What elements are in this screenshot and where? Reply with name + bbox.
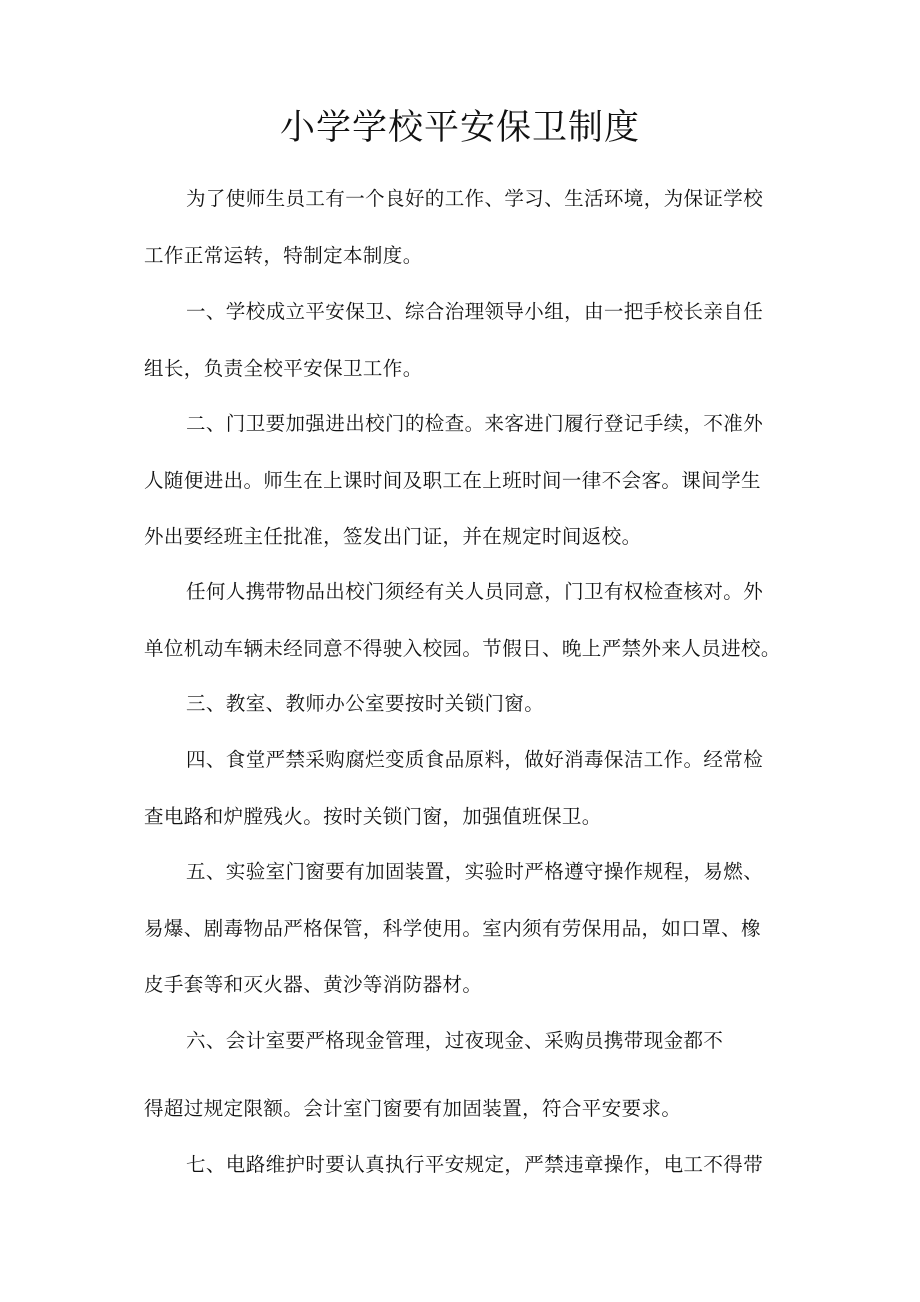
paragraph-intro-line-2: 工作正常运转，特制定本制度。 bbox=[144, 244, 423, 267]
clause-5-line-3: 皮手套等和灭火器、黄沙等消防器材。 bbox=[144, 973, 483, 996]
clause-2-line-2: 人随便进出。师生在上课时间及职工在上班时间一律不会客。课间学生 bbox=[144, 469, 761, 492]
clause-7-line-1: 七、电路维护时要认真执行平安规定，严禁违章操作，电工不得带 bbox=[186, 1153, 764, 1176]
clause-2b-line-1: 任何人携带物品出校门须经有关人员同意，门卫有权检查核对。外 bbox=[186, 580, 764, 603]
clause-1-line-2: 组长，负责全校平安保卫工作。 bbox=[144, 357, 423, 380]
clause-6-line-2: 得超过规定限额。会计室门窗要有加固装置，符合平安要求。 bbox=[144, 1097, 682, 1120]
clause-5-line-2: 易爆、剧毒物品严格保管，科学使用。室内须有劳保用品，如口罩、橡 bbox=[144, 917, 761, 940]
clause-2-line-3: 外出要经班主任批准，签发出门证，并在规定时间返校。 bbox=[144, 525, 642, 548]
clause-4-line-1: 四、食堂严禁采购腐烂变质食品原料，做好消毒保洁工作。经常检 bbox=[186, 748, 764, 771]
clause-2b-line-2: 单位机动车辆未经同意不得驶入校园。节假日、晚上严禁外来人员进校。 bbox=[144, 637, 781, 660]
clause-4-line-2: 查电路和炉膛残火。按时关锁门窗，加强值班保卫。 bbox=[144, 805, 602, 828]
paragraph-intro-line-1: 为了使师生员工有一个良好的工作、学习、生活环境，为保证学校 bbox=[186, 187, 764, 210]
clause-2-line-1: 二、门卫要加强进出校门的检查。来客进门履行登记手续，不准外 bbox=[186, 412, 764, 435]
clause-1-line-1: 一、学校成立平安保卫、综合治理领导小组，由一把手校长亲自任 bbox=[186, 300, 764, 323]
clause-3-line-1: 三、教室、教师办公室要按时关锁门窗。 bbox=[186, 692, 545, 715]
clause-6-line-1: 六、会计室要严格现金管理，过夜现金、采购员携带现金都不 bbox=[186, 1029, 724, 1052]
clause-5-line-1: 五、实验室门窗要有加固装置，实验时严格遵守操作规程，易燃、 bbox=[186, 860, 764, 883]
document-title: 小学学校平安保卫制度 bbox=[279, 108, 640, 148]
